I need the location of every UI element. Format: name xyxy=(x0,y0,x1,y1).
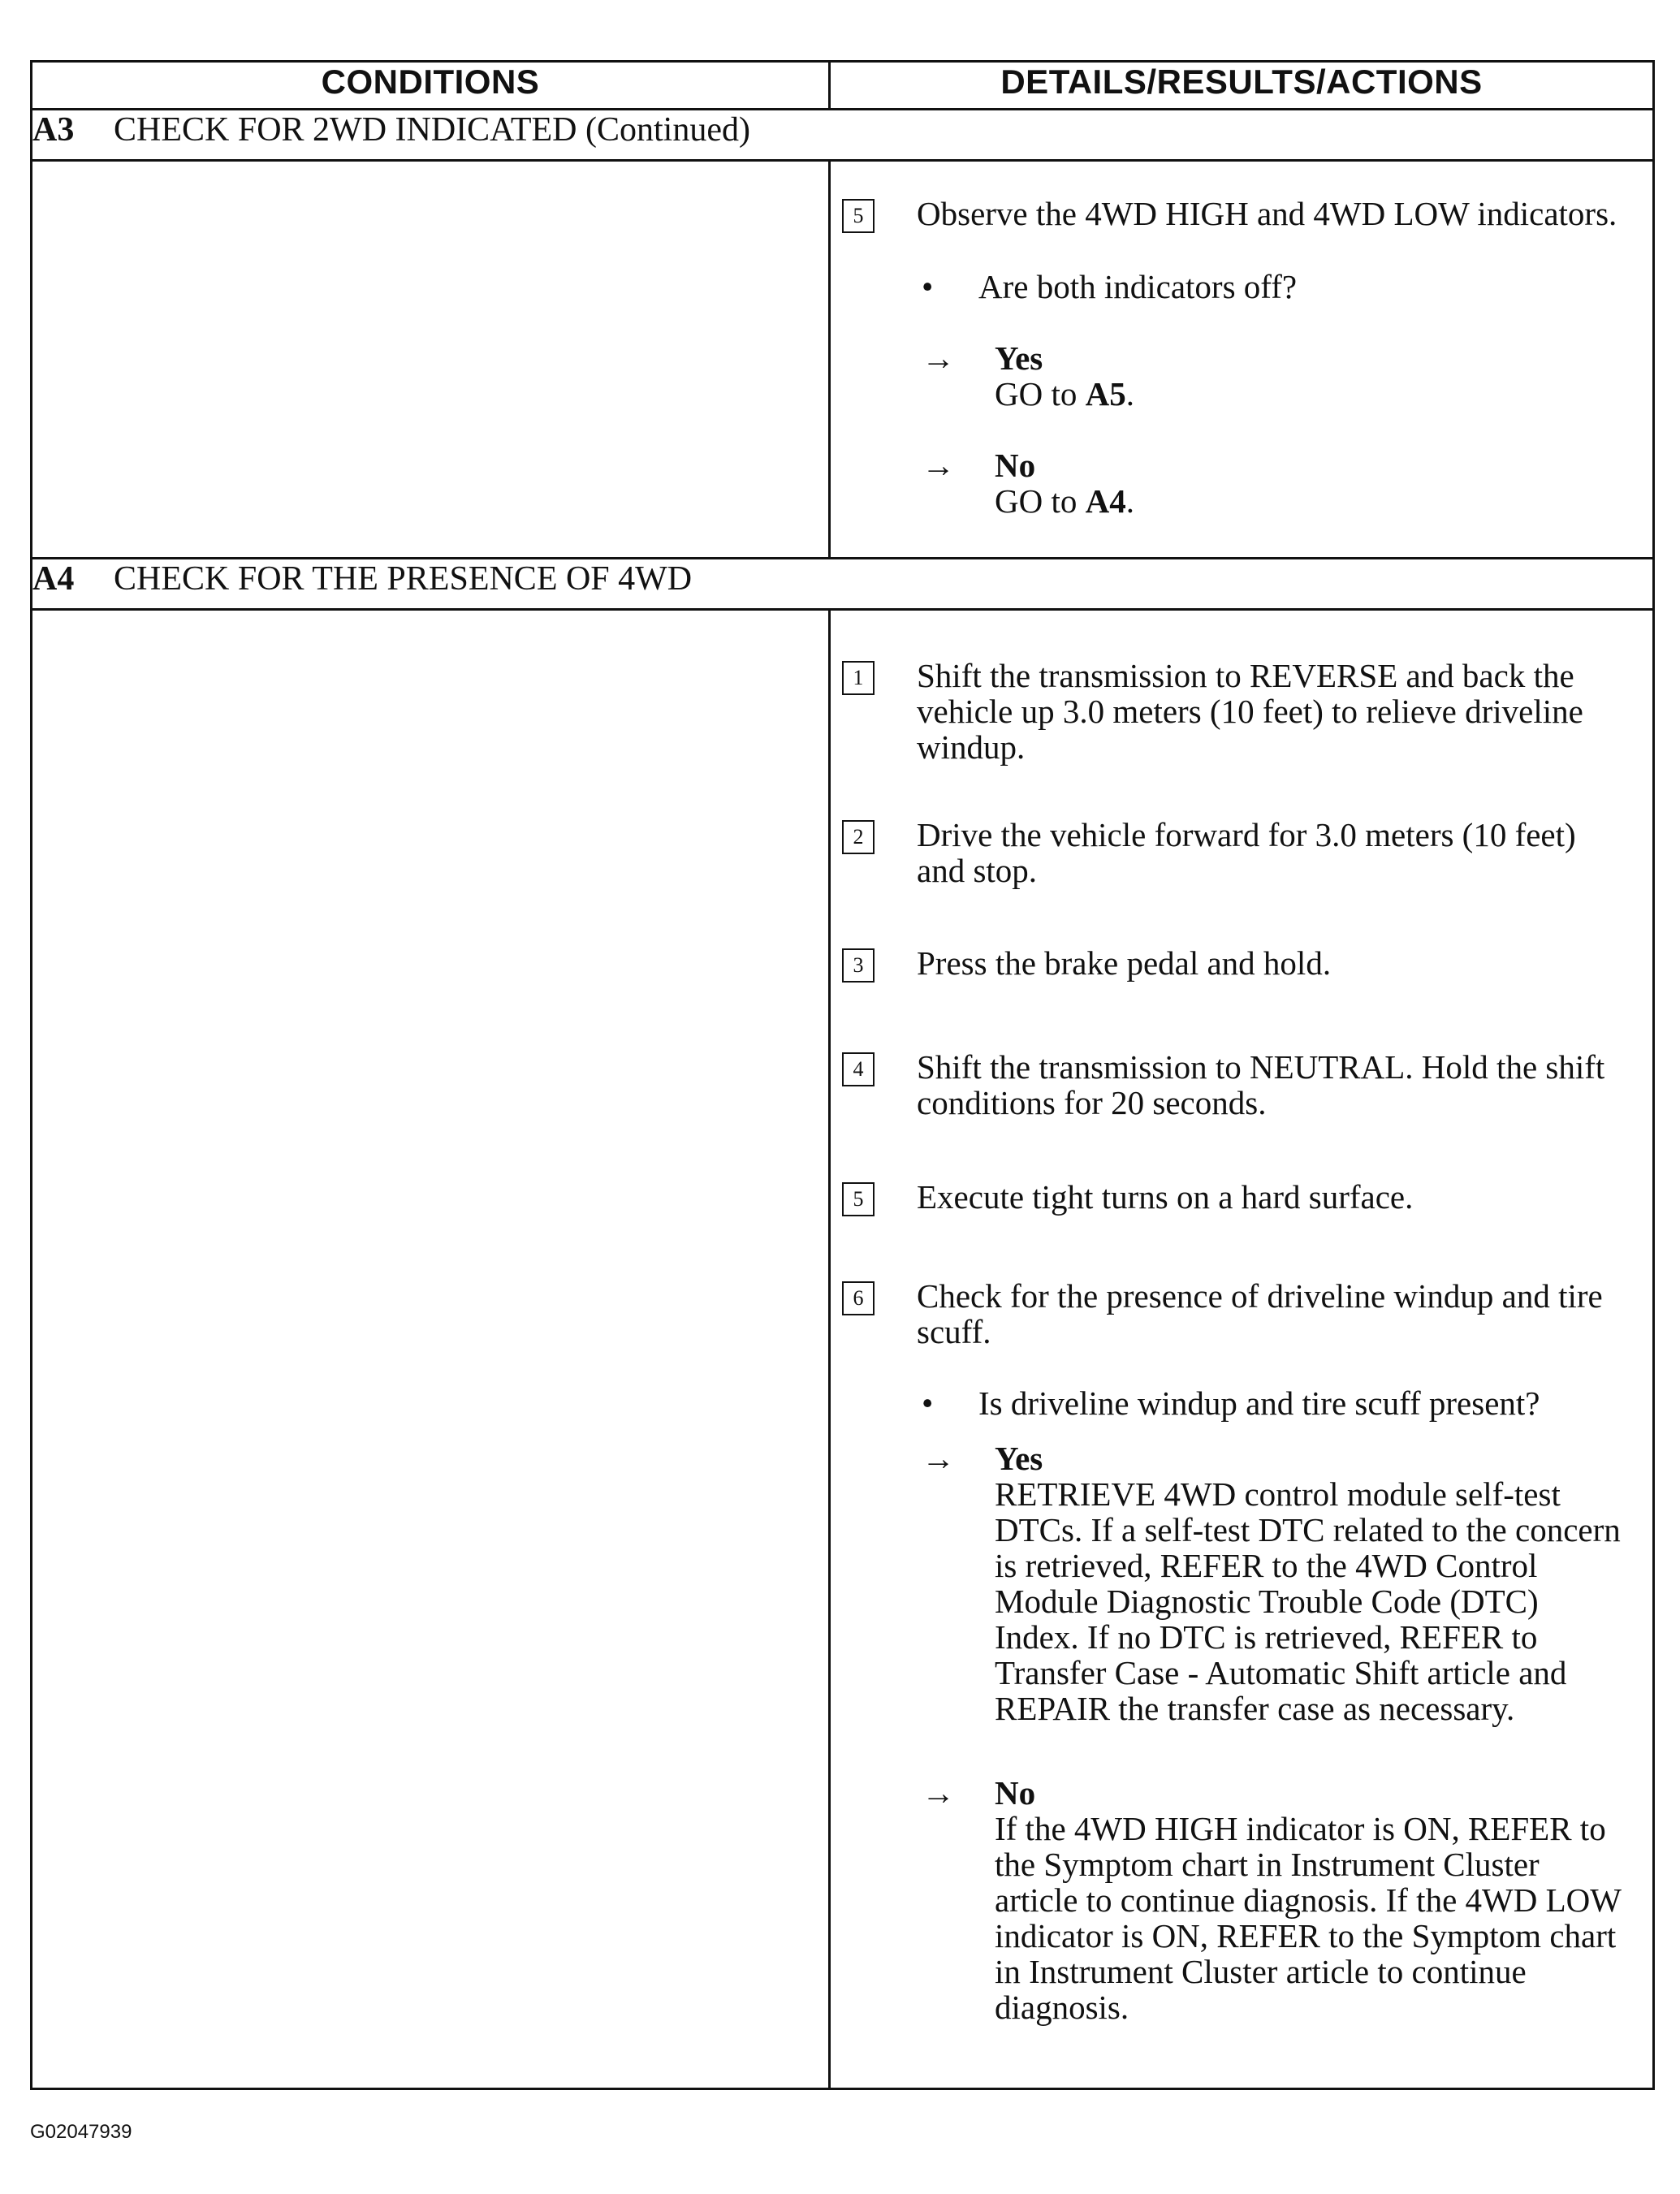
a3-no-branch xyxy=(831,447,1652,519)
a4-conditions-cell xyxy=(32,610,830,2089)
a3-title: CHECK FOR 2WD INDICATED (Continued) xyxy=(114,111,750,149)
step-number-box: 5 xyxy=(842,199,875,233)
question-text: Is driveline windup and tire scuff present? xyxy=(978,1384,1540,1422)
a4-body-row xyxy=(32,610,1654,2089)
a4-step-2 xyxy=(831,817,1652,888)
step-number-box: 3 xyxy=(842,948,875,983)
step-text: Check for the presence of driveline windup and tire scuff. xyxy=(917,1277,1603,1350)
arrow-right-icon: → xyxy=(922,1774,955,1812)
a4-step-6 xyxy=(831,1278,1652,1350)
no-label: No xyxy=(995,447,1036,484)
a4-no-branch xyxy=(831,1775,1652,2025)
bullet-icon: • xyxy=(922,268,934,305)
a3-id: A3 xyxy=(32,111,75,149)
a4-section-title xyxy=(32,559,1654,610)
a4-step-5 xyxy=(831,1179,1652,1216)
step-text: Shift the transmission to REVERSE and back the vehicle up 3.0 meters (10 feet) to relieve driveline windup. xyxy=(917,657,1583,766)
arrow-right-icon: → xyxy=(922,447,955,484)
a4-title: CHECK FOR THE PRESENCE OF 4WD xyxy=(114,560,693,598)
a4-details-cell xyxy=(830,610,1654,2089)
yes-action xyxy=(995,376,1628,412)
step-number-box: 5 xyxy=(842,1182,875,1216)
a3-section-title xyxy=(32,110,1654,161)
step-number-box: 4 xyxy=(842,1052,875,1086)
a3-details-cell xyxy=(830,161,1654,559)
step-number-box: 1 xyxy=(842,661,875,695)
bullet-icon: • xyxy=(922,1384,934,1422)
yes-label: Yes xyxy=(995,339,1043,377)
no-action-text: If the 4WD HIGH indicator is ON, REFER to the Symptom chart in Instrument Cluster article to continue diagnosis. If the 4WD LOW indicator is ON, REFER to the Symptom chart in Instrument Cluster article to continue diagnosis. xyxy=(995,1810,1622,2026)
step-text: Press the brake pedal and hold. xyxy=(917,944,1332,982)
step-number-box: 6 xyxy=(842,1281,875,1315)
period: . xyxy=(1125,375,1134,412)
step-text: Drive the vehicle forward for 3.0 meters (10 feet) and stop. xyxy=(917,816,1576,889)
a3-conditions-cell xyxy=(32,161,830,559)
a4-step-3 xyxy=(831,945,1652,983)
step-number-box: 2 xyxy=(842,820,875,854)
period: . xyxy=(1125,482,1134,520)
step-text: Execute tight turns on a hard surface. xyxy=(917,1178,1414,1216)
yes-action-text: RETRIEVE 4WD control module self-test DTCs. If a self-test DTC related to the concern is retrieved, REFER to the 4WD Control Module Diagnostic Trouble Code (DTC) Index. If no DTC is retrieved, REFER to Transfer Case - Automatic Shift article and REPAIR the transfer case as necessary. xyxy=(995,1475,1621,1727)
step-text: Shift the transmission to NEUTRAL. Hold the shift conditions for 20 seconds. xyxy=(917,1048,1605,1121)
arrow-right-icon: → xyxy=(922,339,955,377)
a4-step-4 xyxy=(831,1049,1652,1121)
a3-yes-branch xyxy=(831,340,1652,412)
a3-body-row xyxy=(32,161,1654,559)
a4-section-row xyxy=(32,559,1654,610)
figure-id: G02047939 xyxy=(30,2121,132,2143)
conditions-header: CONDITIONS xyxy=(32,62,830,110)
question-text: Are both indicators off? xyxy=(978,268,1298,305)
a3-step-5 xyxy=(831,196,1652,233)
a4-yes-branch xyxy=(831,1440,1652,1726)
a3-question xyxy=(831,269,1652,304)
no-action xyxy=(995,483,1628,519)
arrow-right-icon: → xyxy=(922,1440,955,1477)
a4-id: A4 xyxy=(32,560,75,598)
no-label: No xyxy=(995,1774,1036,1812)
diagnostic-table xyxy=(30,60,1655,2090)
a4-question xyxy=(831,1385,1652,1421)
go-to-text: GO to xyxy=(995,375,1078,412)
yes-label: Yes xyxy=(995,1440,1043,1477)
a3-section-row xyxy=(32,110,1654,161)
goto-a5-link[interactable]: A5 xyxy=(1085,375,1126,412)
step-text: Observe the 4WD HIGH and 4WD LOW indicators. xyxy=(917,195,1617,232)
a4-step-1 xyxy=(831,658,1652,765)
go-to-text: GO to xyxy=(995,482,1078,520)
details-header: DETAILS/RESULTS/ACTIONS xyxy=(830,62,1654,110)
header-row xyxy=(32,62,1654,110)
goto-a4-link[interactable]: A4 xyxy=(1085,482,1126,520)
